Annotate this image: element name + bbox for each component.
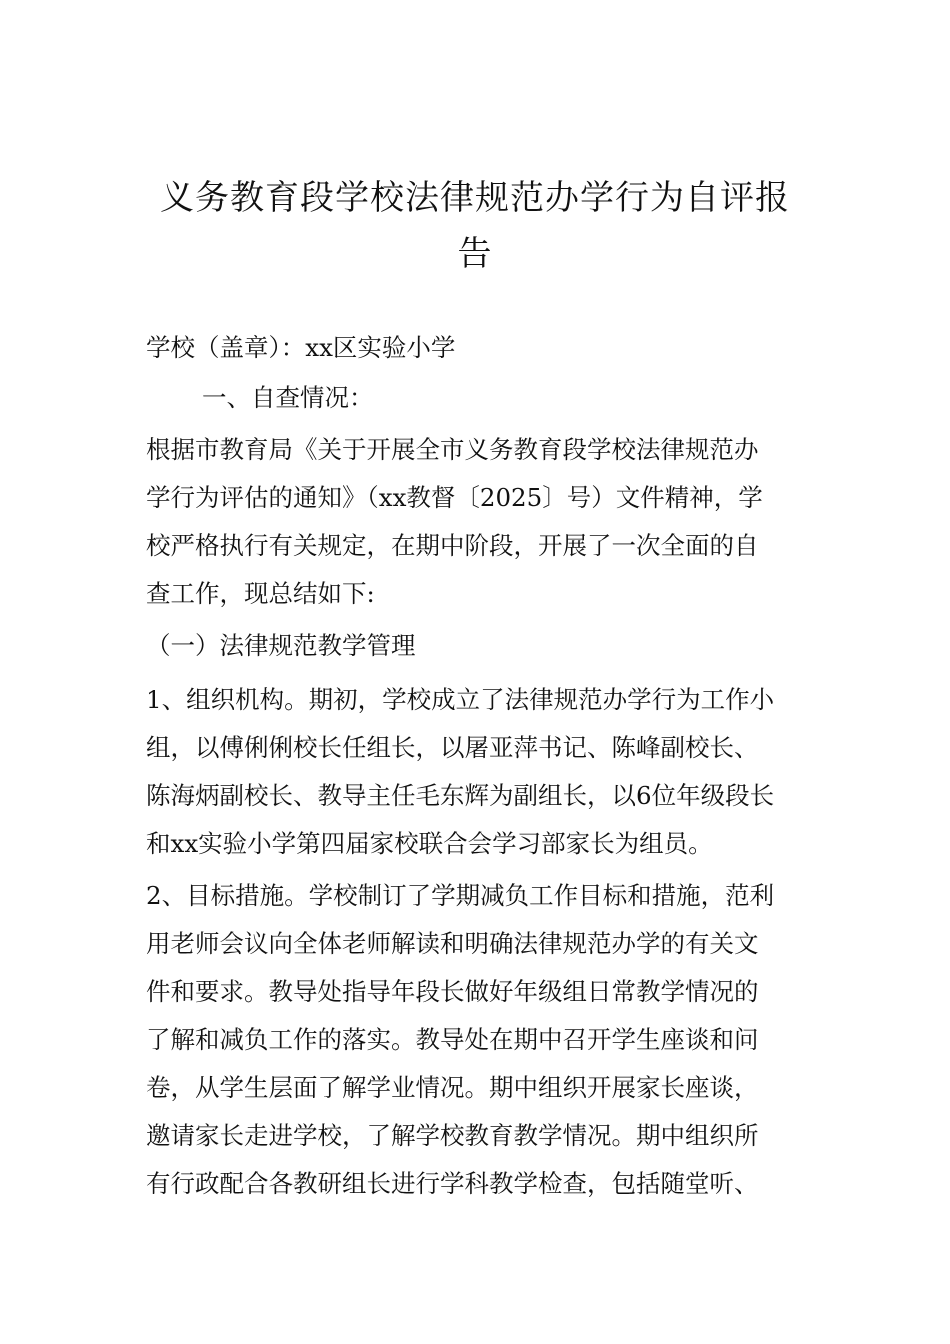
item-line: 1、组织机构。期初，学校成立了法律规范办学行为工作小 [146,685,775,714]
paragraph-line: 校严格执行有关规定，在期中阶段，开展了一次全面的自 [146,531,759,560]
item-line: 陈海炳副校长、教导主任毛东辉为副组长，以6位年级段长 [146,781,775,810]
item-line: 和xx实验小学第四届家校联合会学习部家长为组员。 [146,829,713,858]
item-line: 有行政配合各教研组长进行学科教学检查，包括随堂听、 [146,1169,759,1198]
item-line: 卷，从学生层面了解学业情况。期中组织开展家长座谈， [146,1073,759,1102]
item-line: 件和要求。教导处指导年段长做好年级组日常教学情况的 [146,977,759,1006]
item-line: 邀请家长走进学校，了解学校教育教学情况。期中组织所 [146,1121,759,1150]
paragraph-line: 学行为评估的通知》（xx教督〔2025〕号）文件精神，学 [146,483,763,512]
paragraph-line: 根据市教育局《关于开展全市义务教育段学校法律规范办 [146,435,759,464]
item-line: 组，以傅俐俐校长任组长，以屠亚萍书记、陈峰副校长、 [146,733,759,762]
school-stamp-line: 学校（盖章）：xx区实验小学 [146,333,456,362]
section-heading: 一、自查情况： [202,383,374,412]
item-line: 2、目标措施。学校制订了学期减负工作目标和措施，范利 [146,881,775,910]
item-line: 用老师会议向全体老师解读和明确法律规范办学的有关文 [146,929,759,958]
subheading: （一）法律规范教学管理 [146,631,416,660]
item-line: 了解和减负工作的落实。教导处在期中召开学生座谈和问 [146,1025,759,1054]
paragraph-line: 查工作，现总结如下: [146,579,375,608]
document-title-line-2: 告 [457,234,493,274]
document-title-line-1: 义务教育段学校法律规范办学行为自评报 [160,178,790,218]
